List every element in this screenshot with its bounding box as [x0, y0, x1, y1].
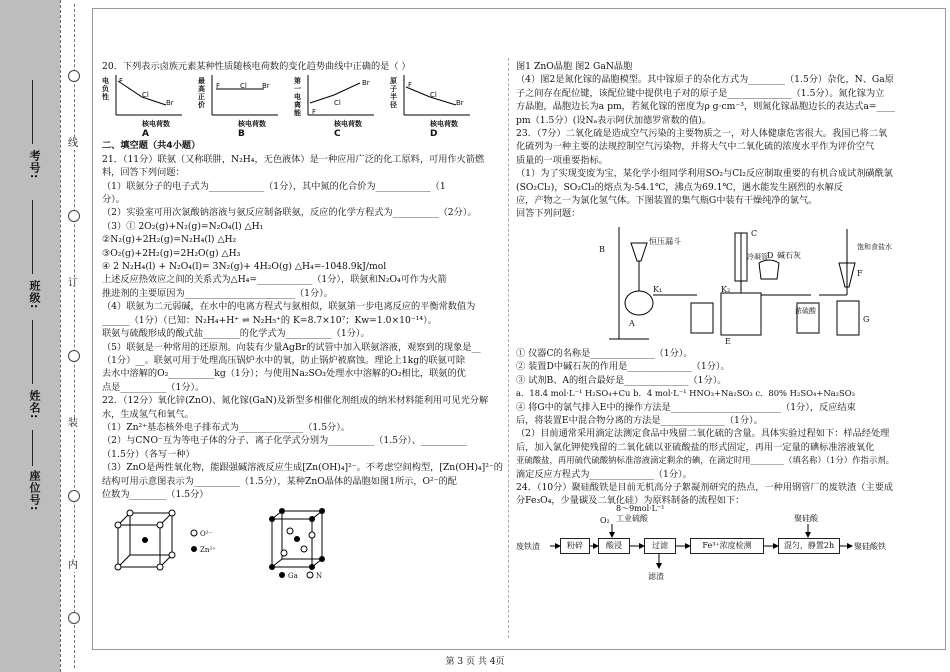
text-line: 滴定反应方程式为______________（1分）。	[516, 468, 692, 480]
text-line: (SO₂Cl₂)，SO₂Cl₂的熔点为-54.1℃，沸点为69.1℃，遇水能发生剧烈的水解反	[516, 181, 843, 193]
text-line: ④ 2 N₂H₄(l) + N₂O₄(l)= 3N₂(g)+ 4H₂O(g) △H₄=-1048.9kJ/mol	[102, 261, 387, 273]
text-line: 去水中溶解的O₂__________kg（1分）；与使用Na₂SO₃处理水中溶解的O₂相比，联氨的优	[102, 368, 466, 380]
text-line: 23．（7分）二氧化硫是造成空气污染的主要物质之一，对人体健康危害很大。我国已将二氧	[516, 128, 888, 140]
flow-acid-label: 工业硫酸	[616, 513, 648, 523]
text-line: ③O₂(g)+2H₂(g)=2H₂O(g) △H₃	[102, 247, 241, 259]
text-line: 应，产物之一为氯化氢气体。下图装置的集气瓶G中装有干燥纯净的氯气。	[516, 195, 818, 207]
left-column	[102, 60, 502, 579]
chart-d-el-br: Br	[456, 99, 464, 108]
text-line: 回答下列问题：	[516, 208, 581, 220]
seat-field-label: 座位号:	[28, 470, 41, 512]
binding-mark-outside: 装	[68, 418, 78, 429]
chart-a-el-br: Br	[166, 99, 174, 108]
figure-captions: 图1 ZnO晶胞 图2 GaN晶胞	[516, 61, 633, 72]
text-line: ② 装置D中碱石灰的作用是______________（1分）。	[516, 361, 730, 373]
text-line: 推进剂的主要原因为________________________（1分）。	[102, 287, 333, 299]
binding-hole	[68, 490, 80, 502]
chart-c-el-f: F	[312, 108, 317, 117]
class-field-label: 班级:	[28, 280, 41, 310]
section-heading: 二、填空题（共4小题）	[102, 140, 201, 152]
flow-polysilicic-acid: 聚硅酸	[794, 513, 818, 523]
chart-c-xlabel: 核电荷数	[334, 120, 362, 129]
exam-number-line[interactable]	[32, 80, 33, 144]
gan-unit-cell	[269, 508, 325, 578]
label-conc-acid: 浓硫酸	[795, 306, 816, 315]
text-line: （1）为了实现变废为宝，某化学小组同学利用SO₂与Cl₂反应制取重要的有机合成试剂磺酰氯	[516, 168, 893, 180]
chart-d-xlabel: 核电荷数	[430, 120, 458, 129]
legend-o: O²⁻	[200, 530, 213, 539]
label-brine: 饱和食盐水	[857, 242, 892, 251]
text-line: ④ 将G中的氯气排入E中的操作方法是________________________（1分），反应结束	[516, 401, 856, 413]
apparatus-svg	[601, 223, 901, 345]
text-line: （3）ZnO是两性氧化物，能跟强碱溶液反应生成[Zn(OH)₄]²⁻。不考虑空间构型，[Zn(OH)₄]²⁻的	[102, 462, 503, 474]
zno-unit-cell	[115, 510, 197, 570]
flow-acid-conc: 8～9mol·L⁻¹	[616, 503, 665, 513]
label-f: F	[857, 268, 863, 278]
chart-a	[102, 73, 188, 139]
label-soda-lime: 碱石灰	[777, 250, 801, 260]
text-line: 后，加入氯化钾使残留的二氧化硫以亚硫酸盐的形式固定，再用一定量的碘标准溶液氧化	[516, 441, 875, 453]
flow-residue: 滤渣	[648, 571, 664, 581]
chart-d-el-f: F	[408, 81, 413, 90]
text-line: 结构可用示意图表示为__________（1.5分），某种ZnO晶体的晶胞如图1所示，O²⁻的配	[102, 475, 457, 487]
chart-b-el-f: F	[216, 82, 221, 91]
chart-a-ylabel: 电负性	[102, 77, 109, 102]
binding-mark-inside: 内	[68, 560, 78, 571]
text-line: 化硫列为一种主要的法规控制空气污染物，并将大气中二氧化硫的浓度水平作为评价空气	[516, 141, 875, 153]
text-line: （1.5分）（各写一种）	[102, 448, 195, 460]
text-line: （4）联氨为二元弱碱，在水中的电离方程式与氨相似，联氨第一步电离反应的平衡常数值为	[102, 301, 476, 313]
name-field-label: 姓名:	[28, 390, 41, 420]
text-line: 水，生成氢气和氧气。	[102, 408, 194, 420]
binding-mark-order: 订	[68, 278, 78, 289]
text-line: （1分）__。联氨可用于处理高压锅炉水中的氧，防止锅炉被腐蚀。理论上1kg的联氨可除	[102, 354, 466, 366]
flow-step-filter: 过滤	[644, 538, 676, 554]
text-line: ②N₂(g)+2H₂(g)=N₂H₄(l) △H₂	[102, 234, 237, 246]
binding-strip	[0, 0, 60, 672]
legend-zn: Zn²⁺	[200, 546, 216, 555]
binding-edge	[60, 0, 61, 672]
chart-c-option: C	[334, 129, 341, 140]
text-line: 联氨与硫酸形成的酸式盐________的化学式为__________（1分）。	[102, 328, 370, 340]
flow-product: 聚硅酸铁	[854, 541, 886, 551]
text-line: （3）① 2O₂(g)+N₂(g)=N₂O₄(l) △H₁	[102, 220, 264, 232]
chart-c-el-br: Br	[362, 79, 370, 88]
label-g: G	[863, 314, 870, 324]
text-line: （5）联氨是一种常用的还原剂。向装有少量AgBr的试管中加入联氨溶液，观察到的现象是__	[102, 341, 481, 353]
flow-start: 废铁渣	[516, 541, 540, 551]
text-line: ① 仪器C的名称是______________（1分）。	[516, 347, 693, 359]
text-line: 分Fe₃O₄，少量碳及二氧化硅）为原料制备的流程如下：	[516, 495, 745, 507]
question-20: 20．下列表示卤族元素某种性质随核电荷数的变化趋势曲线中正确的是（ ）	[102, 61, 411, 72]
text-line: 亚硫酸盐，再用硫代硫酸钠标准溶液滴定剩余的碘，在滴定时用________（填名称）（1分）作指示剂。	[516, 455, 895, 466]
label-d: D	[767, 250, 774, 260]
label-k1: K₁	[653, 284, 663, 294]
chart-c-ylabel: 第一电离能	[294, 77, 301, 118]
chart-d-el-cl: Cl	[430, 91, 437, 100]
crystal-svg	[102, 501, 502, 579]
chart-d-option: D	[430, 129, 438, 140]
text-line: （1）Zn²⁺基态核外电子排布式为______________（1.5分）。	[102, 421, 351, 433]
chart-b	[198, 73, 284, 139]
label-c: C	[751, 228, 758, 238]
text-line: 上述反应热效应之间的关系式为△H₄=____________（1分），联氨和N₂O₄可作为火箭	[102, 274, 447, 286]
chart-a-option: A	[142, 129, 149, 140]
text-line: （2）与CNO⁻互为等电子体的分子、离子化学式分别为__________（1.5分）、__________	[102, 435, 467, 447]
label-a: A	[629, 318, 635, 328]
text-line: 子之间存在配位键，该配位键中提供电子对的原子是______________（1.5分）。氮化镓为立	[516, 87, 885, 99]
binding-hole	[68, 612, 80, 624]
label-b: B	[599, 244, 605, 254]
crystal-figures	[102, 501, 502, 579]
chart-a-xlabel: 核电荷数	[142, 120, 170, 129]
text-line: 21．（11分）联氨（又称联肼，N₂H₄，无色液体）是一种应用广泛的化工原料，可用作火箭燃	[102, 153, 485, 165]
label-e: E	[725, 336, 731, 346]
flow-step-mix-stand: 混匀，静置2h	[778, 538, 840, 554]
chart-b-ylabel: 最高正价	[198, 77, 205, 110]
flow-o2: O₂	[600, 515, 610, 525]
right-column	[516, 60, 938, 586]
text-line: a．18.4 mol·L⁻¹ H₂SO₄+Cu b．4 mol·L⁻¹ HNO₃+Na₂SO₃ c．80% H₂SO₄+Na₂SO₃	[516, 388, 855, 399]
legend-ga: Ga	[288, 572, 298, 581]
text-line: ③ 试剂B、A的组合最好是______________（1分）。	[516, 374, 727, 386]
text-line: 后，将装置E中混合物分离的方法是______________（1分）。	[516, 414, 763, 426]
binding-hole	[68, 350, 80, 362]
chart-d	[390, 73, 476, 139]
text-line: （2）实验室可用次氯酸钠溶液与氨反应制备联氨，反应的化学方程式为__________（2分）。	[102, 207, 477, 219]
chart-b-el-cl: Cl	[240, 82, 247, 91]
text-line: 分）。	[102, 194, 125, 206]
label-k2: K₂	[721, 284, 731, 294]
text-line: ______（1分）（已知：N₂H₄+H⁺ ⇌ N₂H₅⁺的 K=8.7×10⁷；Kw=1.0×10⁻¹⁴）。	[102, 314, 437, 326]
flow-step-acid-leach: 酸浸	[598, 538, 630, 554]
binding-hole	[68, 210, 80, 222]
apparatus-diagram	[601, 223, 901, 345]
column-divider	[508, 58, 509, 638]
binding-hole	[68, 70, 80, 82]
label-funnel: 恒压漏斗	[649, 236, 681, 246]
text-line: pm（1.5分）(设Nₐ表示阿伏加德罗常数的值)。	[516, 114, 711, 126]
text-line: 质量的一项重要指标。	[516, 154, 608, 166]
flow-step-crush: 粉碎	[560, 538, 590, 554]
label-condenser: 冷凝管	[747, 252, 768, 261]
exam-number-label: 考号:	[28, 150, 41, 180]
text-line: 22．（12分）氧化锌(ZnO)、氮化镓(GaN)及新型多相催化剂组成的纳米材料能利用可见光分解	[102, 395, 489, 407]
class-field-line[interactable]	[32, 200, 33, 274]
text-line: 24．（10分）聚硅酸铁是目前无机高分子絮凝剂研究的热点，一种用钢管厂的废铁渣（主要成	[516, 481, 894, 493]
chart-d-ylabel: 原子半径	[390, 77, 397, 110]
trend-charts	[102, 73, 502, 139]
text-line: （1）联氨分子的电子式为____________（1分），其中氮的化合价为____________（1	[102, 180, 446, 192]
text-line: 料，回答下列问题：	[102, 167, 185, 179]
chart-b-option: B	[238, 129, 245, 140]
chart-b-xlabel: 核电荷数	[238, 120, 266, 129]
chart-a-el-cl: Cl	[142, 91, 149, 100]
chart-c-el-cl: Cl	[334, 99, 341, 108]
text-line: 位数为________（1.5分）	[102, 488, 209, 500]
chart-a-el-f: F	[119, 77, 124, 86]
legend-n: N	[316, 572, 323, 581]
process-flowchart	[516, 503, 938, 586]
seat-field-line[interactable]	[32, 430, 33, 466]
flow-step-fe3-check: Fe³⁺浓度检测	[690, 538, 764, 554]
binding-mark-line: 线	[68, 138, 78, 149]
chart-c	[294, 73, 380, 139]
name-field-line[interactable]	[32, 320, 33, 384]
chart-b-el-br: Br	[262, 82, 270, 91]
text-line: 方晶胞，晶胞边长为a pm，若氮化镓的密度为ρ g·cm⁻³，则氮化镓晶胞边长的表达式a=____	[516, 101, 895, 113]
text-line: 点是__________（1分）。	[102, 381, 205, 393]
page-number: 第 3 页 共 4页	[445, 657, 505, 667]
text-line: （2）目前通常采用滴定法测定食品中残留二氧化硫的含量。具体实验过程如下：样品经处理	[516, 428, 890, 440]
text-line: （4）图2是氮化镓的晶胞模型。其中镓原子的杂化方式为________（1.5分）杂化，N、Ga原	[516, 74, 894, 86]
